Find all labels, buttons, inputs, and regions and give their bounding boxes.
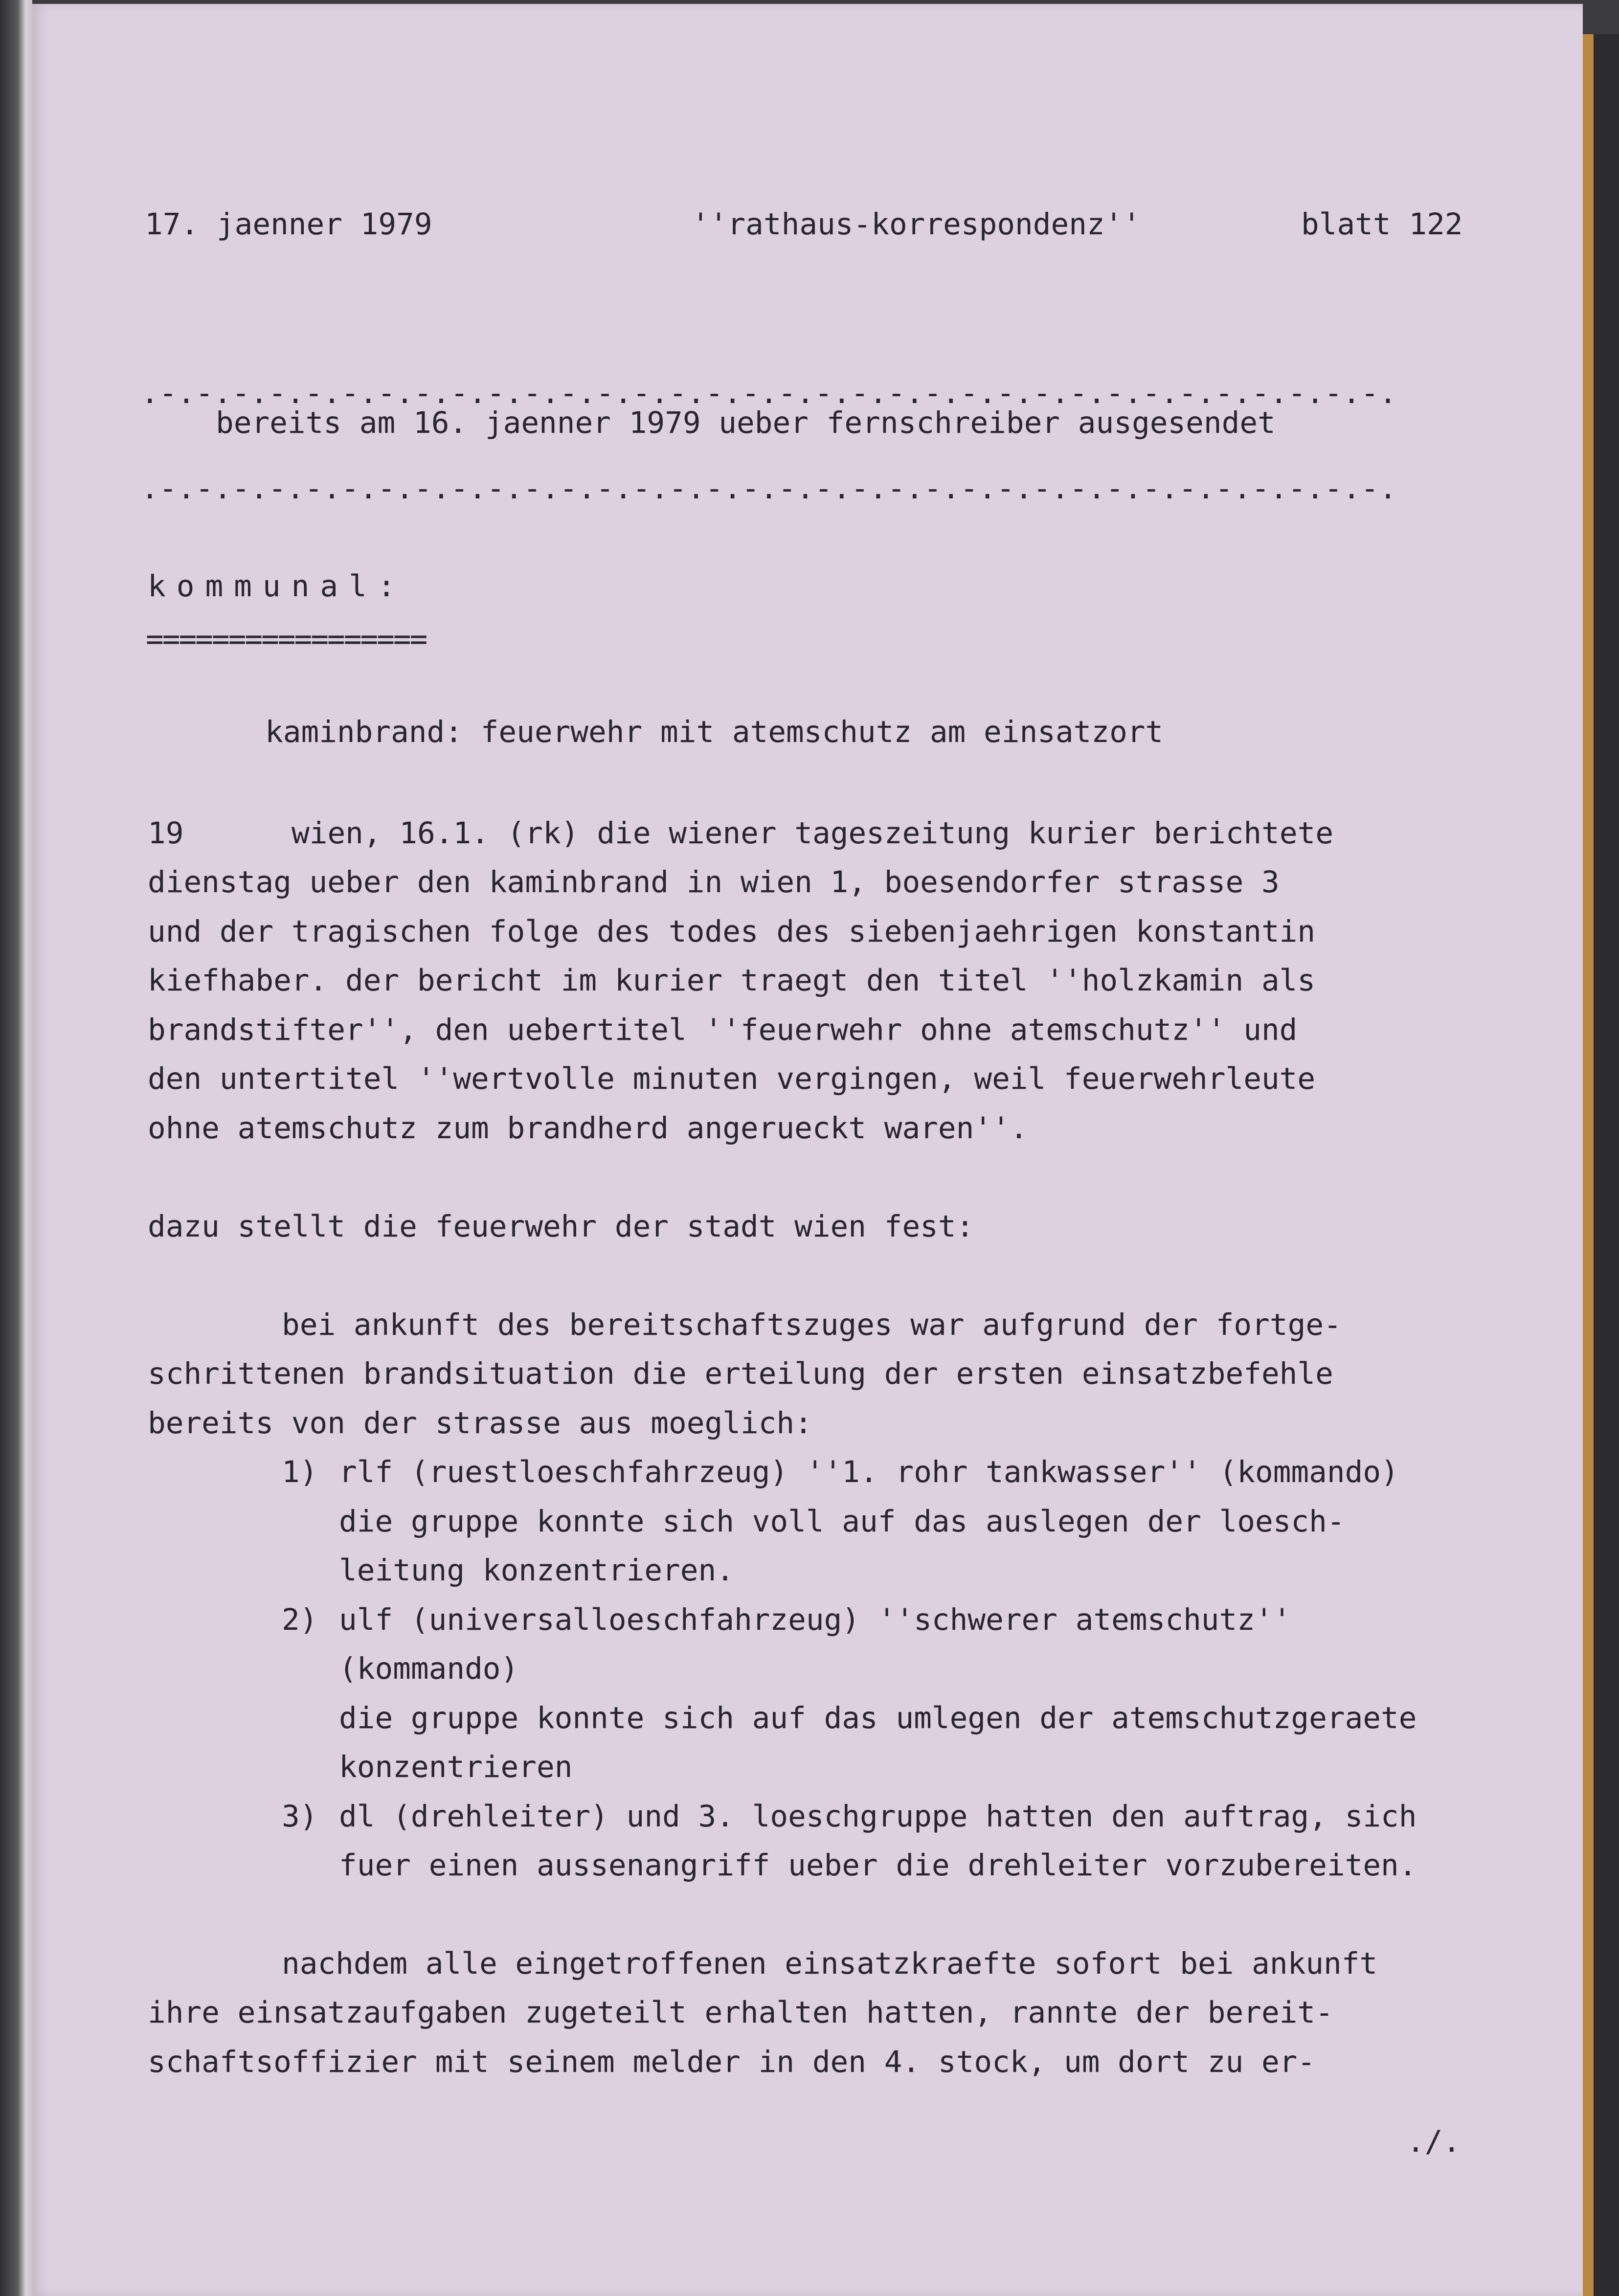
section-title: kommunal:: [148, 569, 406, 604]
list-item-line: dl (drehleiter) und 3. loeschgruppe hatten den auftrag, sich: [339, 1799, 1417, 1834]
paragraph3-line: schrittenen brandsituation die erteilung der ersten einsatzbefehle: [148, 1356, 1333, 1391]
sent-note: bereits am 16. jaenner 1979 ueber fernschreiber ausgesendet: [216, 405, 1276, 440]
paragraph3-line: bei ankunft des bereitschaftszuges war aufgrund der fortge-: [282, 1307, 1342, 1342]
separator-top: .-.-.-.-.-.-.-.-.-.-.-.-.-.-.-.-.-.-.-.-.-.-.-.-.-.-.-.-.-.-.-.-.-.-.: [141, 376, 1397, 410]
document-page: [32, 4, 1583, 2296]
list-item-marker: 3): [282, 1799, 318, 1834]
article-number: 19: [148, 816, 184, 851]
paragraph1-line: brandstifter'', den uebertitel ''feuerwehr ohne atemschutz'' und: [148, 1013, 1298, 1047]
paragraph1-line: wien, 16.1. (rk) die wiener tageszeitung kurier berichtete: [292, 816, 1334, 851]
paragraph3-line: bereits von der strasse aus moeglich:: [148, 1406, 812, 1441]
background-edge: [1594, 34, 1619, 2296]
paragraph1-line: ohne atemschutz zum brandherd angerueckt waren''.: [148, 1111, 1028, 1146]
paragraph4-line: ihre einsatzaufgaben zugeteilt erhalten hatten, rannte der bereit-: [148, 1995, 1333, 2030]
header-date: 17. jaenner 1979: [145, 207, 432, 242]
list-item-line: fuer einen aussenangriff ueber die drehleiter vorzubereiten.: [339, 1848, 1417, 1883]
header-sheet-number: blatt 122: [1301, 207, 1463, 242]
header-title: ''rathaus-korrespondenz'': [692, 207, 1141, 242]
page-edge: [1583, 34, 1594, 2296]
article-headline: kaminbrand: feuerwehr mit atemschutz am einsatzort: [265, 715, 1164, 749]
document-text: [32, 4, 1583, 2296]
paragraph4-line: nachdem alle eingetroffenen einsatzkraefte sofort bei ankunft: [282, 1946, 1378, 1981]
list-item-marker: 2): [282, 1602, 318, 1637]
continuation-mark: ./.: [1407, 2124, 1461, 2159]
section-underline: =================: [146, 622, 427, 656]
paragraph4-line: schaftsoffizier mit seinem melder in den 4. stock, um dort zu er-: [148, 2045, 1316, 2079]
paragraph1-line: und der tragischen folge des todes des siebenjaehrigen konstantin: [148, 914, 1316, 949]
list-item-line: konzentrieren: [339, 1750, 573, 1784]
paragraph1-line: dienstag ueber den kaminbrand in wien 1, boesendorfer strasse 3: [148, 865, 1280, 900]
binding-shadow: [0, 0, 32, 2296]
list-item-line: die gruppe konnte sich voll auf das auslegen der loesch-: [339, 1504, 1345, 1539]
paragraph1-line: kiefhaber. der bericht im kurier traegt den titel ''holzkamin als: [148, 963, 1316, 998]
list-item-line: leitung konzentrieren.: [339, 1553, 734, 1588]
list-item-line: ulf (universalloeschfahrzeug) ''schwerer atemschutz'': [339, 1602, 1291, 1637]
list-item-line: (kommando): [339, 1651, 519, 1686]
list-item-line: rlf (ruestloeschfahrzeug) ''1. rohr tankwasser'' (kommando): [339, 1455, 1399, 1489]
separator-bottom: .-.-.-.-.-.-.-.-.-.-.-.-.-.-.-.-.-.-.-.-.-.-.-.-.-.-.-.-.-.-.-.-.-.-.: [141, 471, 1397, 506]
list-item-marker: 1): [282, 1455, 318, 1489]
paragraph2: dazu stellt die feuerwehr der stadt wien fest:: [148, 1209, 974, 1244]
list-item-line: die gruppe konnte sich auf das umlegen der atemschutzgeraete: [339, 1701, 1417, 1735]
paragraph1-line: den untertitel ''wertvolle minuten vergingen, weil feuerwehrleute: [148, 1061, 1316, 1096]
